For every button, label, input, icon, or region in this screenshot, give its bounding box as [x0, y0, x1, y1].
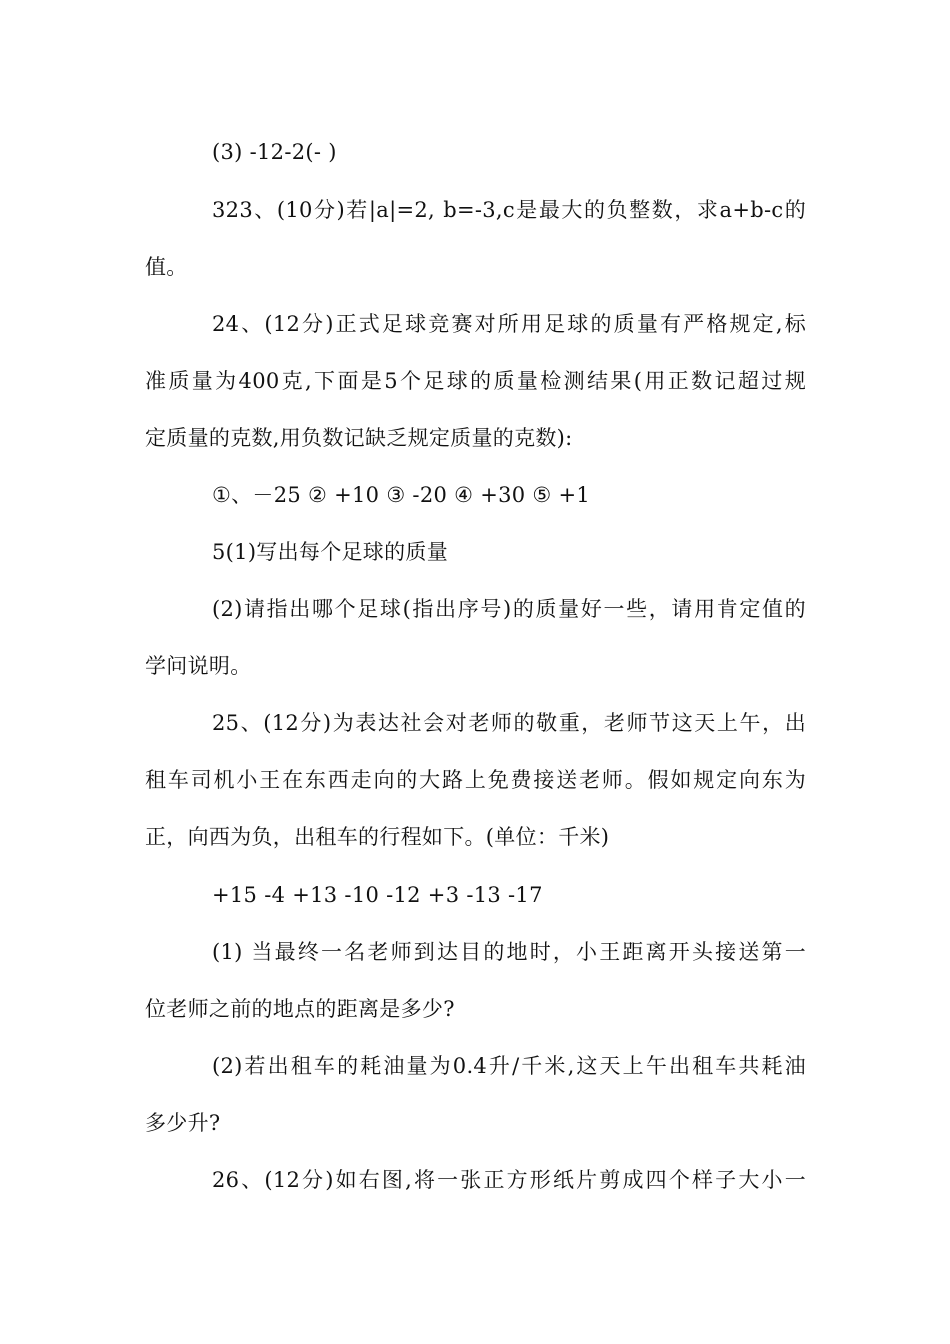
problem-24-part-2-line-1: (2)请指出哪个足球(指出序号)的质量好一些，请用肯定值的: [212, 597, 806, 621]
problem-25-part-1-line-2: 位老师之前的地点的距离是多少?: [145, 997, 455, 1021]
problem-25-part-2-line-2: 多少升?: [145, 1111, 221, 1135]
problem-23-line-1: 323、(10分)若|a|=2, b=-3,c是最大的负整数，求a+b-c的: [212, 198, 806, 222]
problem-24-part-2-line-2: 学问说明。: [145, 654, 252, 678]
problem-25-line-1: 25、(12分)为表达社会对老师的敬重，老师节这天上午，出: [212, 711, 806, 735]
problem-24-part-1: 5(1)写出每个足球的质量: [212, 540, 449, 564]
problem-24-data: ①、－25 ② +10 ③ -20 ④ +30 ⑤ +1: [212, 483, 591, 507]
problem-24-line-2: 准质量为400克,下面是5个足球的质量检测结果(用正数记超过规: [145, 369, 806, 393]
problem-24-line-3: 定质量的克数,用负数记缺乏规定质量的克数):: [145, 426, 573, 450]
problem-25-line-2: 租车司机小王在东西走向的大路上免费接送老师。假如规定向东为: [145, 768, 806, 792]
problem-25-line-3: 正，向西为负，出租车的行程如下。(单位：千米): [145, 825, 610, 849]
problem-25-part-2-line-1: (2)若出租车的耗油量为0.4升/千米,这天上午出租车共耗油: [212, 1054, 806, 1078]
problem-22-part-3: (3) -12-2(- ): [212, 140, 337, 164]
problem-24-line-1: 24、(12分)正式足球竞赛对所用足球的质量有严格规定,标: [212, 312, 806, 336]
problem-25-part-1-line-1: (1) 当最终一名老师到达目的地时，小王距离开头接送第一: [212, 940, 806, 964]
problem-25-data: +15 -4 +13 -10 -12 +3 -13 -17: [212, 883, 543, 907]
problem-23-line-2: 值。: [145, 255, 188, 279]
problem-26-line-1: 26、(12分)如右图,将一张正方形纸片剪成四个样子大小一: [212, 1168, 806, 1192]
